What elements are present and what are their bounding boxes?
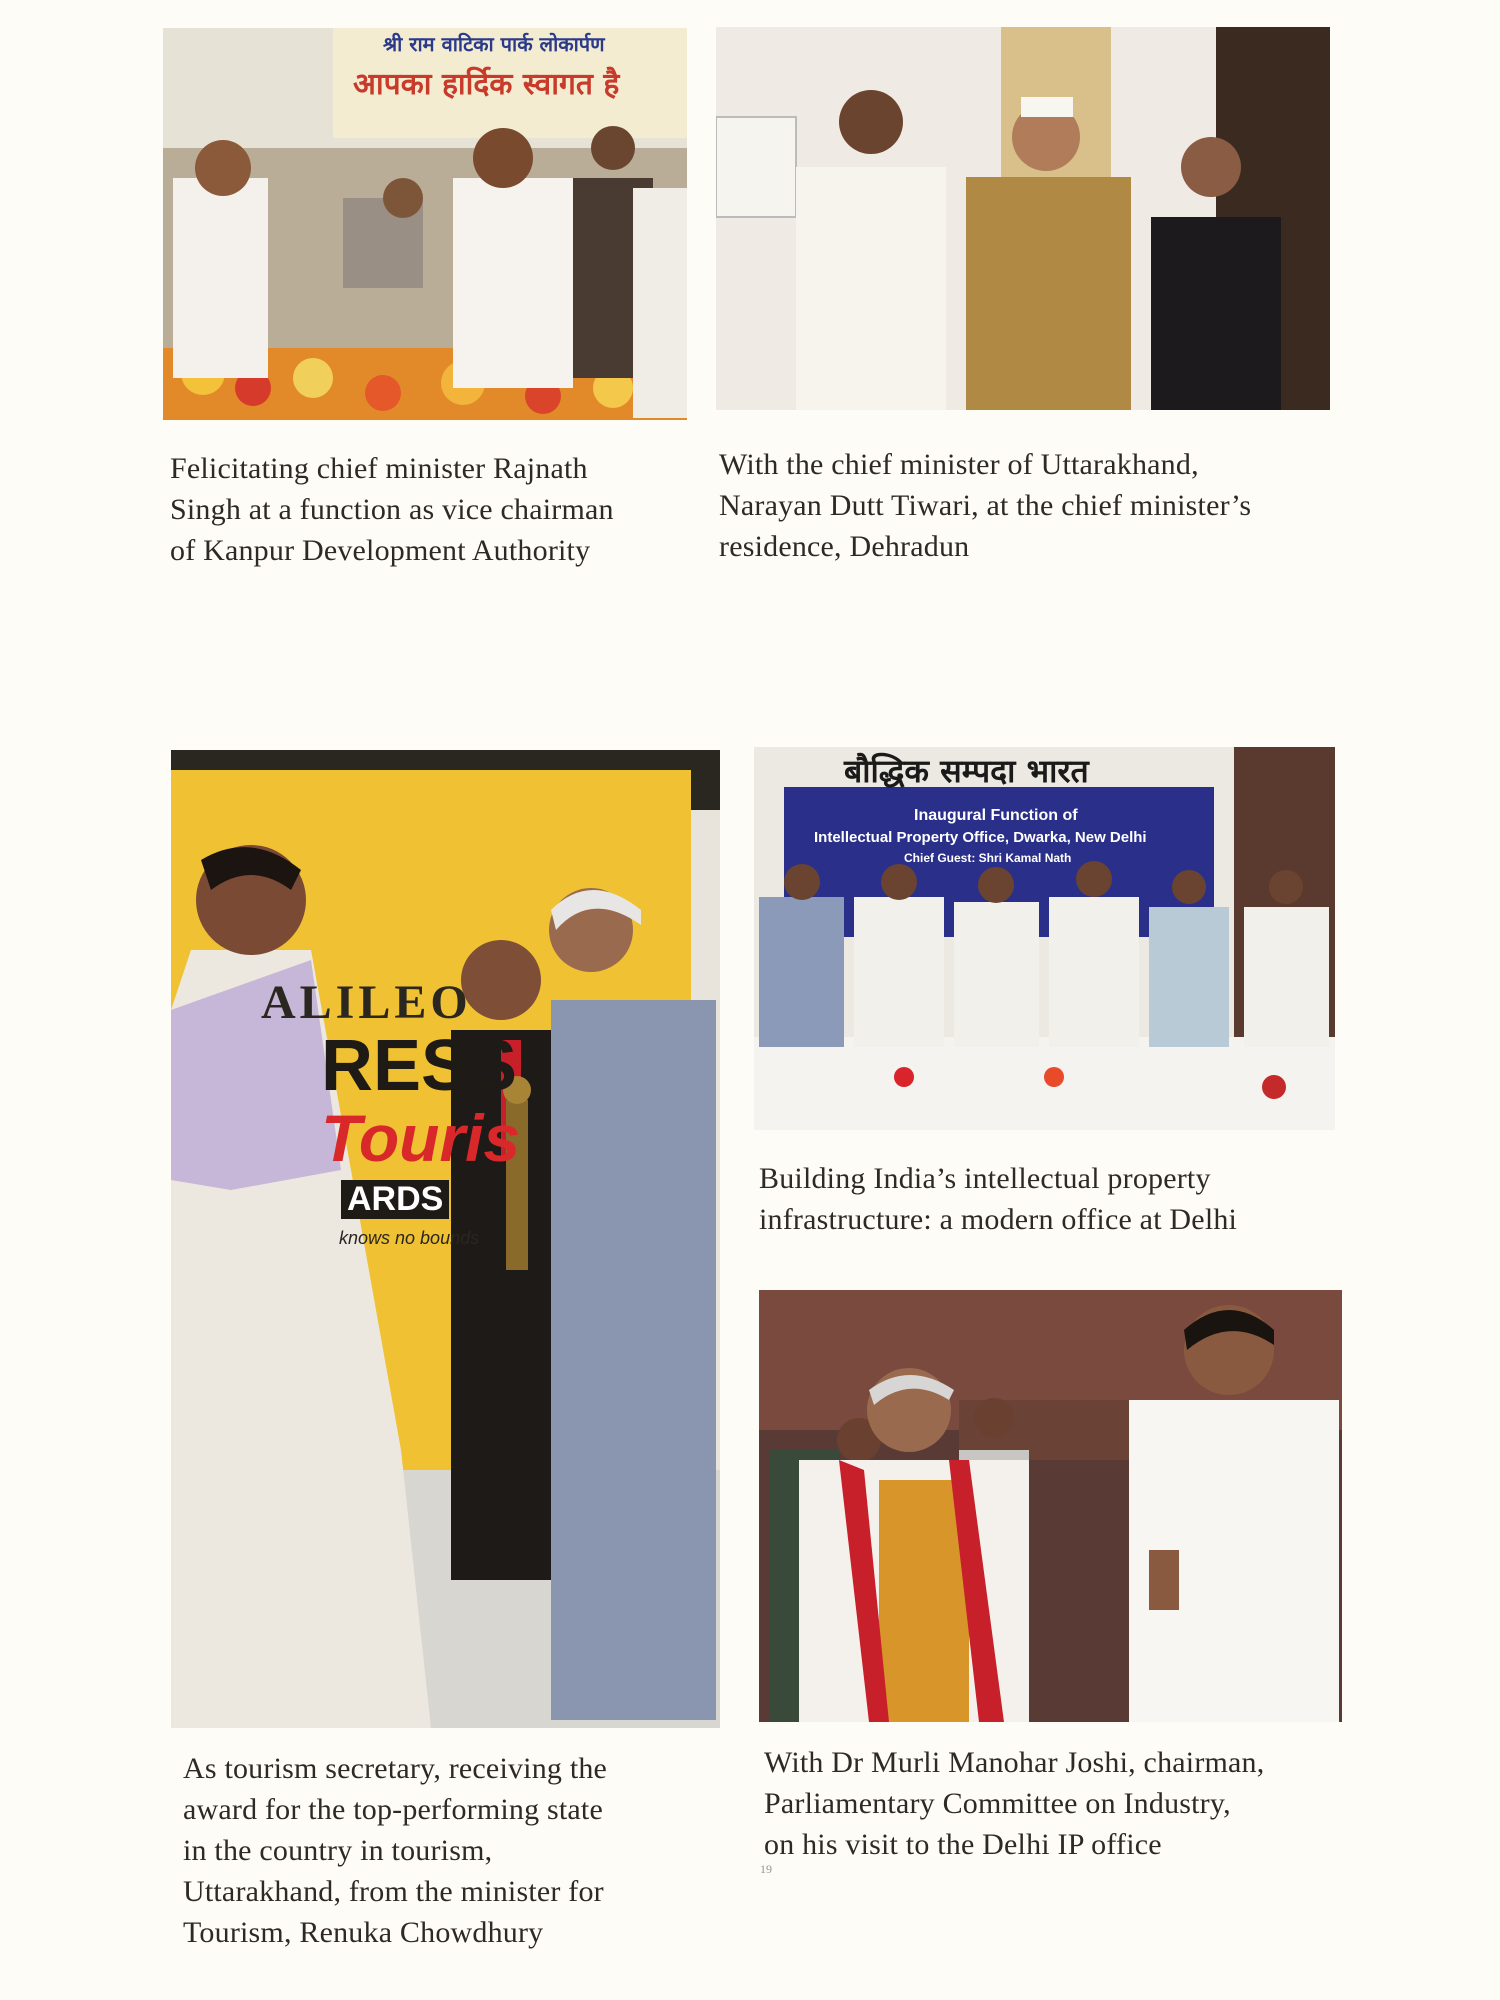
caption-line: With Dr Murli Manohar Joshi, chairman, <box>764 1746 1265 1779</box>
photo1-banner-text-line2: आपका हार्दिक स्वागत है <box>353 67 620 102</box>
caption-felicitation <box>170 448 614 571</box>
caption-line: Uttarakhand, from the minister for <box>183 1875 604 1908</box>
photo1-banner-text-line1: श्री राम वाटिका पार्क लोकार्पण <box>383 32 605 56</box>
photo3-board-text-3: Touris <box>321 1101 521 1175</box>
caption-narayan-dutt-tiwari <box>719 444 1251 567</box>
caption-line: Parliamentary Committee on Industry, <box>764 1787 1231 1820</box>
photo3-board-text-1: ALILEO <box>261 976 472 1029</box>
photo3-board-text-5: knows no bounds <box>339 1228 480 1248</box>
photo-with-narayan-dutt-tiwari <box>716 27 1330 410</box>
page-number: 19 <box>760 1862 772 1876</box>
photo4-banner-line2: Intellectual Property Office, Dwarka, New Delhi <box>814 829 1147 846</box>
photo-ip-office-inauguration <box>754 747 1335 1130</box>
caption-line: Tourism, Renuka Chowdhury <box>183 1916 544 1949</box>
caption-line: With the chief minister of Uttarakhand, <box>719 448 1199 481</box>
caption-line: residence, Dehradun <box>719 530 970 563</box>
caption-line: As tourism secretary, receiving the <box>183 1752 608 1785</box>
caption-line: Singh at a function as vice chairman <box>170 493 614 526</box>
caption-line: Felicitating chief minister Rajnath <box>170 452 588 485</box>
caption-line: of Kanpur Development Authority <box>170 534 591 567</box>
photo3-board-text-2: RESS <box>321 1026 518 1106</box>
caption-line: Building India’s intellectual property <box>759 1162 1211 1195</box>
photo-tourism-award <box>171 750 720 1728</box>
caption-line: Narayan Dutt Tiwari, at the chief minister’s <box>719 489 1252 522</box>
photo4-banner-top: बौद्धिक सम्पदा भारत <box>844 752 1089 790</box>
photo4-banner-line1: Inaugural Function of <box>914 807 1078 824</box>
caption-tourism-award <box>183 1748 607 1953</box>
photo4-banner-line3: Chief Guest: Shri Kamal Nath <box>904 851 1072 865</box>
caption-line: in the country in tourism, <box>183 1834 493 1867</box>
photo-felicitation-rajnath-singh <box>163 28 687 420</box>
caption-murli-manohar-joshi <box>764 1742 1264 1865</box>
caption-ip-office <box>759 1158 1237 1240</box>
photo3-board-text-4: ARDS <box>341 1180 449 1219</box>
caption-line: award for the top-performing state <box>183 1793 603 1826</box>
caption-line: on his visit to the Delhi IP office <box>764 1828 1162 1861</box>
photo-with-murli-manohar-joshi <box>759 1290 1342 1722</box>
caption-line: infrastructure: a modern office at Delhi <box>759 1203 1238 1236</box>
